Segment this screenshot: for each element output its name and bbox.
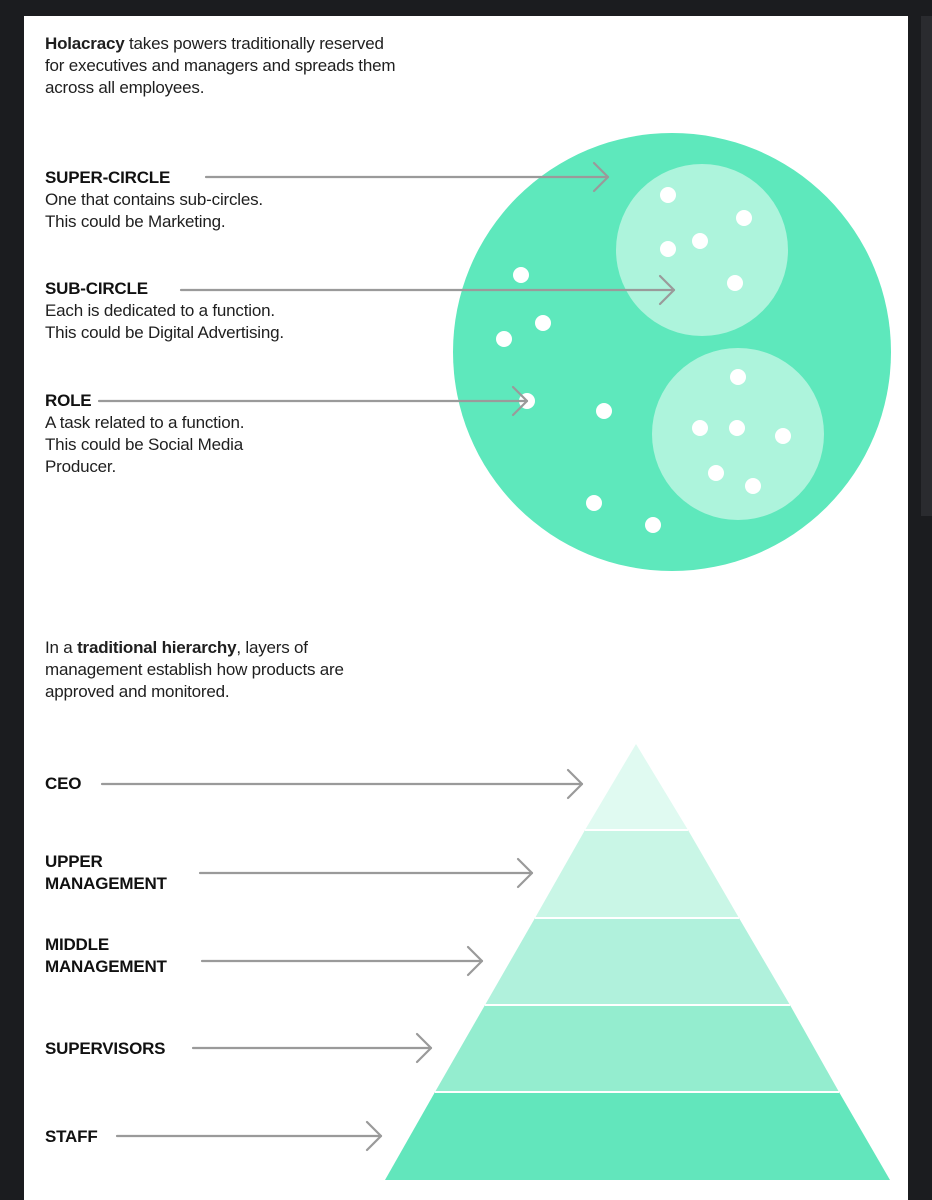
role-dot	[736, 210, 752, 226]
role-dot	[645, 517, 661, 533]
middle-management-label-line-2: MANAGEMENT	[45, 957, 167, 976]
middle-management-arrow	[202, 947, 482, 975]
middle-management-label-line-1: MIDDLE	[45, 935, 109, 954]
holacracy-intro-line-2: for executives and managers and spreads them	[45, 56, 396, 75]
sub-circle-label: SUB-CIRCLE	[45, 279, 148, 298]
supervisors-label: SUPERVISORS	[45, 1039, 166, 1058]
role-dot	[692, 420, 708, 436]
pyramid-tier-staff	[385, 1092, 890, 1180]
role-dot	[708, 465, 724, 481]
ceo-label: CEO	[45, 774, 82, 793]
hierarchy-intro-prefix: In a	[45, 638, 78, 657]
upper-management-arrow	[200, 859, 532, 887]
hierarchy-intro-line-2: management establish how products are	[45, 660, 344, 679]
sub-circle-description	[45, 300, 284, 344]
role-dot	[692, 233, 708, 249]
role-label: ROLE	[45, 391, 92, 410]
sub-circle-description-line-1: Each is dedicated to a function.	[45, 301, 275, 320]
upper-management-label-line-1: UPPER	[45, 852, 103, 871]
upper-management-label-line-2: MANAGEMENT	[45, 874, 167, 893]
role-dot	[596, 403, 612, 419]
role-description-line-1: A task related to a function.	[45, 413, 245, 432]
holacracy-term: Holacracy	[45, 34, 125, 53]
holacracy-intro	[45, 33, 505, 99]
staff-label: STAFF	[45, 1127, 98, 1146]
holacracy-intro-line-1: takes powers traditionally reserved	[124, 34, 384, 53]
holacracy-intro-line-3: across all employees.	[45, 78, 205, 97]
sub-circle-top	[616, 164, 788, 336]
infographic-page	[24, 16, 908, 1200]
role-dot	[775, 428, 791, 444]
pyramid-tier-supervisors	[435, 1005, 839, 1092]
traditional-hierarchy-term: traditional hierarchy	[77, 638, 237, 657]
pyramid-tier-ceo	[585, 744, 688, 830]
role-description-line-2: This could be Social Media	[45, 435, 243, 454]
role-dot	[729, 420, 745, 436]
ceo-arrow	[102, 770, 582, 798]
hierarchy-intro-line-3: approved and monitored.	[45, 682, 230, 701]
super-circle-description-line-1: One that contains sub-circles.	[45, 190, 263, 209]
super-circle-description-line-2: This could be Marketing.	[45, 212, 226, 231]
hierarchy-intro	[45, 637, 485, 703]
super-circle-description	[45, 189, 263, 233]
supervisors-arrow	[193, 1034, 431, 1062]
role-dot	[535, 315, 551, 331]
staff-arrow	[117, 1122, 381, 1150]
role-dot	[660, 187, 676, 203]
role-dot	[586, 495, 602, 511]
super-circle-label: SUPER-CIRCLE	[45, 168, 171, 187]
upper-management-label	[45, 851, 167, 895]
scrollbar[interactable]	[921, 16, 932, 516]
role-description	[45, 412, 244, 478]
role-dot	[745, 478, 761, 494]
role-dot	[727, 275, 743, 291]
role-dot	[513, 267, 529, 283]
pyramid-tier-middle-management	[485, 918, 790, 1005]
role-description-line-3: Producer.	[45, 457, 116, 476]
role-dot	[660, 241, 676, 257]
hierarchy-intro-suffix: , layers of	[236, 638, 308, 657]
role-dot	[496, 331, 512, 347]
pyramid-tier-upper-management	[535, 830, 739, 918]
role-dot	[730, 369, 746, 385]
middle-management-label	[45, 934, 167, 978]
sub-circle-description-line-2: This could be Digital Advertising.	[45, 323, 284, 342]
